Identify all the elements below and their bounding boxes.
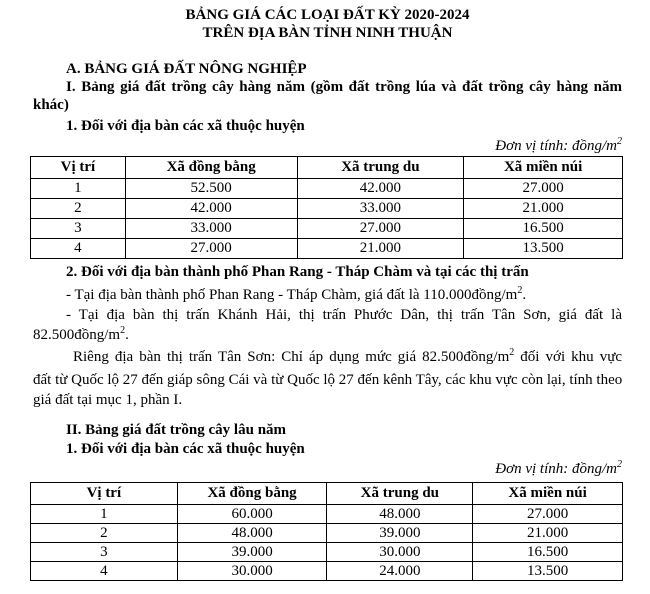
paragraph-tan-son: Riêng địa bàn thị trấn Tân Sơn: Chỉ áp dụng mức giá $82.500đồng/m^2$ đối với khu vực [73, 347, 622, 365]
table-row [31, 239, 623, 259]
table-cell: 4 [31, 562, 178, 581]
section-i-heading: I. Bảng giá đất trồng cây hàng năm (gồm đất trồng lúa và đất trồng cây hàng năm [66, 79, 622, 95]
price-table-annual-crops [30, 156, 623, 259]
table-cell: 4 [31, 239, 126, 259]
table-cell: 3 [31, 543, 178, 562]
paragraph-tan-son-end: giá đất tại mục 1, phần I. [33, 392, 183, 408]
column-header: Vị trí [31, 157, 126, 179]
doc-subtitle: TRÊN ĐỊA BÀN TỈNH NINH THUẬN [202, 25, 453, 41]
table-row [31, 505, 623, 524]
table-cell: 39.000 [177, 543, 327, 562]
table-cell: 30.000 [177, 562, 327, 581]
paragraph-tan-son-cont: đất từ Quốc lộ 27 đến giáp sông Cái và từ Quốc lộ 27 đến kênh Tây, các khu vực còn lại, tính theo [33, 372, 623, 388]
paragraph-phan-rang: - Tại địa bàn thành phố Phan Rang - Tháp Chàm, giá đất là $110.000đồng/m^2$. [66, 285, 527, 303]
column-header: Vị trí [31, 483, 178, 505]
column-header: Xã miền núi [464, 157, 623, 179]
table-cell: 2 [31, 199, 126, 219]
table-cell: 60.000 [177, 505, 327, 524]
table-cell: 21.000 [297, 239, 464, 259]
subsection-1b-heading: 1. Đối với địa bàn các xã thuộc huyện [66, 441, 305, 457]
column-header: Xã đồng bằng [177, 483, 327, 505]
table-cell: 52.500 [125, 179, 297, 199]
table-row [31, 199, 623, 219]
table-row [31, 179, 623, 199]
table-header-row [31, 157, 623, 179]
section-i-heading-cont: khác) [33, 97, 69, 113]
table-cell: 27.000 [464, 179, 623, 199]
table-cell: 42.000 [125, 199, 297, 219]
column-header: Xã trung du [327, 483, 473, 505]
table-cell: 42.000 [297, 179, 464, 199]
table-cell: 27.000 [297, 219, 464, 239]
column-header: Xã đồng bằng [125, 157, 297, 179]
table-cell: 13.500 [464, 239, 623, 259]
table-row [31, 562, 623, 581]
paragraph-towns-cont: $82.500đồng/m^2$. [33, 325, 129, 343]
table-cell: 16.500 [464, 219, 623, 239]
table-header-row [31, 483, 623, 505]
column-header: Xã trung du [297, 157, 464, 179]
table-cell: 33.000 [125, 219, 297, 239]
unit-label: Đơn vị tính: đồng/$m^2$ [495, 136, 622, 154]
price-table-perennial-crops [30, 482, 623, 581]
section-a-heading: A. BẢNG GIÁ ĐẤT NÔNG NGHIỆP [66, 61, 307, 77]
table-cell: 48.000 [177, 524, 327, 543]
table-cell: 30.000 [327, 543, 473, 562]
unit-label-2: Đơn vị tính: đồng/$m^2$ [495, 459, 622, 477]
table-cell: 21.000 [464, 199, 623, 219]
table-cell: 16.500 [473, 543, 623, 562]
doc-title: BẢNG GIÁ CÁC LOẠI ĐẤT KỲ 2020-2024 [185, 7, 470, 23]
table-cell: 1 [31, 505, 178, 524]
table-cell: 27.000 [473, 505, 623, 524]
column-header: Xã miền núi [473, 483, 623, 505]
table-cell: 13.500 [473, 562, 623, 581]
table-cell: 24.000 [327, 562, 473, 581]
subsection-1-heading: 1. Đối với địa bàn các xã thuộc huyện [66, 118, 305, 134]
table-cell: 48.000 [327, 505, 473, 524]
paragraph-towns: - Tại địa bàn thị trấn Khánh Hải, thị trấn Phước Dân, thị trấn Tân Sơn, giá đất là [66, 307, 622, 323]
table-cell: 21.000 [473, 524, 623, 543]
section-ii-heading: II. Bảng giá đất trồng cây lâu năm [66, 422, 287, 438]
table-cell: 1 [31, 179, 126, 199]
table-row [31, 219, 623, 239]
table-cell: 33.000 [297, 199, 464, 219]
table-cell: 27.000 [125, 239, 297, 259]
subsection-2-heading: 2. Đối với địa bàn thành phố Phan Rang - Tháp Chàm và tại các thị trấn [66, 264, 529, 280]
table-cell: 39.000 [327, 524, 473, 543]
table-row [31, 543, 623, 562]
table-cell: 2 [31, 524, 178, 543]
table-row [31, 524, 623, 543]
table-cell: 3 [31, 219, 126, 239]
